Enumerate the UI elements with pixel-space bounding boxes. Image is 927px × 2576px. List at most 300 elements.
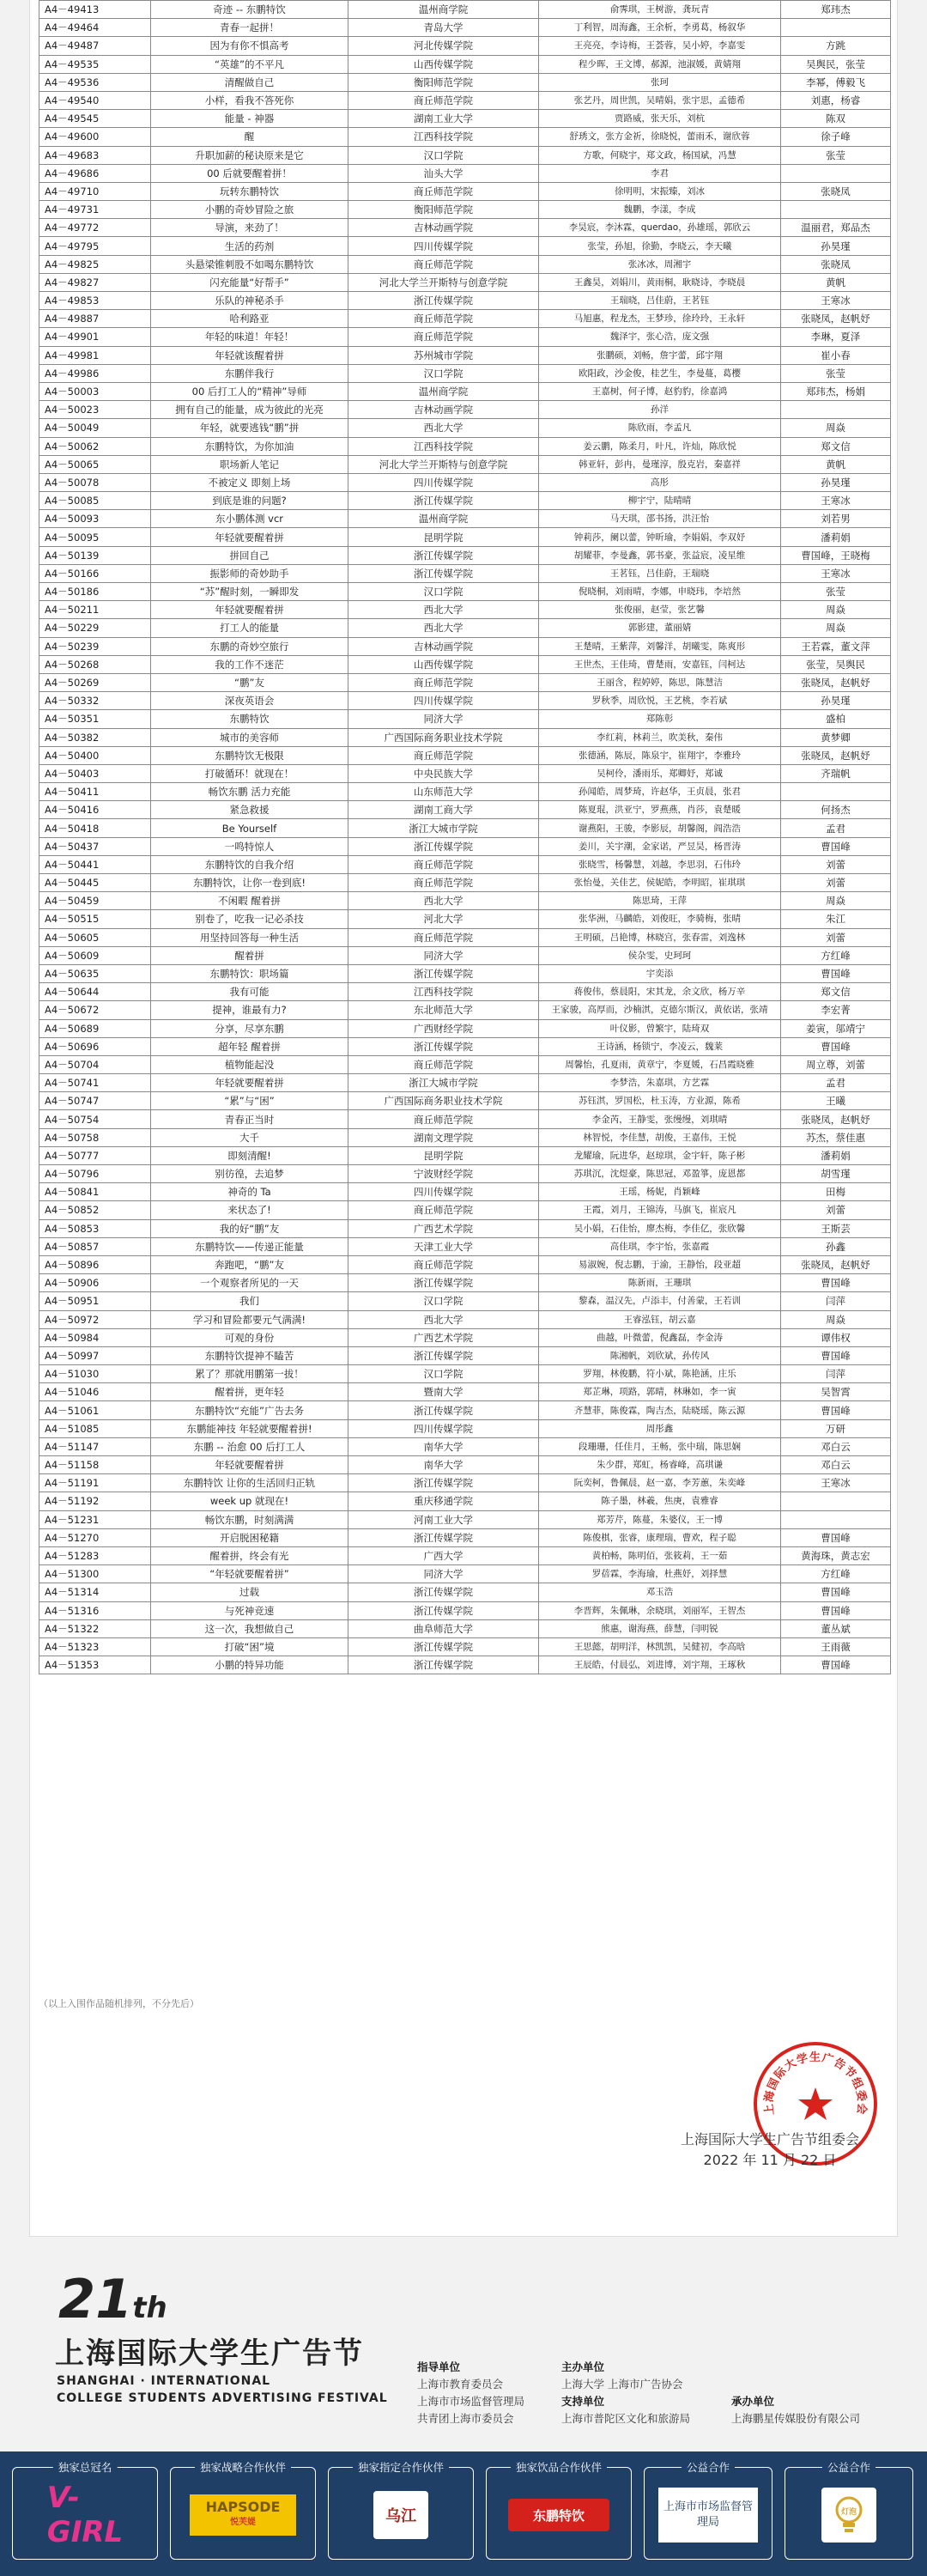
host-unit: 上海大学 上海市广告协会: [561, 2378, 683, 2391]
entry-advisor: 朱江: [781, 910, 891, 928]
table-row: [39, 746, 891, 764]
entry-school: 河南工业大学: [348, 1510, 539, 1528]
entry-advisor: 潘莉娟: [781, 528, 891, 546]
table-row: [39, 437, 891, 455]
table-row: [39, 1365, 891, 1383]
entry-id: A4－51314: [39, 1583, 151, 1601]
entry-title: 年轻就要醒着拼: [151, 1074, 348, 1092]
entry-advisor: 潘莉娟: [781, 1146, 891, 1164]
entry-authors: 熊惠，谢海燕，薛慧，闫明锐: [539, 1619, 781, 1637]
entry-title: 东鹏伴我行: [151, 364, 348, 382]
guide-unit: 共青团上海市委员会: [417, 2412, 514, 2425]
entry-authors: 张艺丹，周世凯，吴晴娟，张宇思，孟德希: [539, 91, 781, 109]
table-row: [39, 964, 891, 982]
entry-authors: 王辰皓，付晨弘，刘进博，刘宇翔，王琢秋: [539, 1656, 781, 1674]
table-row: [39, 1019, 891, 1037]
table-row: [39, 382, 891, 400]
entry-id: A4－50211: [39, 601, 151, 619]
table-row: [39, 619, 891, 637]
entry-advisor: 温丽君，郑品杰: [781, 219, 891, 237]
entry-title: 东鹏的奇妙空旅行: [151, 637, 348, 655]
entry-title: 奔跑吧，“鹏”友: [151, 1255, 348, 1273]
entry-title: 累了？那就用鹏第一拔！: [151, 1365, 348, 1383]
undertake-unit: 上海鹏星传媒股份有限公司: [731, 2412, 861, 2425]
entry-title: week up 就现在!: [151, 1492, 348, 1510]
entry-authors: 姜川，关宇潮，金家诺，严昱昊，杨晋涛: [539, 837, 781, 855]
entry-school: 湖南文理学院: [348, 1128, 539, 1146]
sponsor-strategic: [170, 2461, 316, 2560]
entry-id: A4－50777: [39, 1146, 151, 1164]
entry-authors: 王丽含，程婷婷，陈思，陈慧洁: [539, 673, 781, 691]
entry-authors: 黄柏畅，陈明佰，张筱莉，王一茹: [539, 1546, 781, 1564]
entry-id: A4－49535: [39, 55, 151, 73]
entry-authors: 王楚晴，王紫萍，刘馨洋，胡曦雯，陈爽形: [539, 637, 781, 655]
entry-id: A4－50023: [39, 401, 151, 419]
entry-id: A4－51061: [39, 1401, 151, 1419]
entry-advisor: 曹国峰: [781, 1346, 891, 1364]
entry-authors: 孙闻皓，周梦琦，许赵华，王贞晨，张君: [539, 783, 781, 801]
entry-advisor: 王曦: [781, 1092, 891, 1110]
table-row: [39, 1528, 891, 1546]
entry-title: 我有可能: [151, 983, 348, 1001]
table-row: [39, 601, 891, 619]
entry-school: 同济大学: [348, 710, 539, 728]
entry-advisor: 黄海珠，黄志宏: [781, 1546, 891, 1564]
table-row: [39, 73, 891, 91]
entry-title: 00 后就要醒着拼！: [151, 164, 348, 182]
entry-authors: 孙洋: [539, 401, 781, 419]
entry-school: 温州商学院: [348, 382, 539, 400]
entry-id: A4－49545: [39, 110, 151, 128]
entry-id: A4－49731: [39, 201, 151, 219]
entry-id: A4－49887: [39, 310, 151, 328]
entry-authors: 高佳琪，李宇怡，张嘉霞: [539, 1237, 781, 1255]
table-row: [39, 1601, 891, 1619]
table-row: [39, 110, 891, 128]
entry-title: Be Yourself: [151, 819, 348, 837]
entry-school: 广西国际商务职业技术学院: [348, 728, 539, 746]
table-row: [39, 1219, 891, 1237]
sponsor-label: 公益合作: [682, 2459, 735, 2475]
entry-authors: 胡耀菲，李曼鑫，郭书豪，张益宸，凌星维: [539, 546, 781, 564]
entry-advisor: [781, 1492, 891, 1510]
entry-id: A4－49487: [39, 37, 151, 55]
entry-title: 能量 - 神器: [151, 110, 348, 128]
entry-title: 小鹏的特异功能: [151, 1656, 348, 1674]
table-row: [39, 673, 891, 691]
table-row: [39, 855, 891, 873]
entry-id: A4－49795: [39, 237, 151, 255]
table-row: [39, 546, 891, 564]
entry-title: 年轻的味道！年轻！: [151, 328, 348, 346]
entry-school: 四川传媒学院: [348, 473, 539, 491]
organizer-signature: [681, 2129, 859, 2171]
entry-title: 醒着拼: [151, 946, 348, 964]
entry-title: 年轻，就要逃钱“鹏”拼: [151, 419, 348, 437]
entry-authors: 陈欣雨，李孟凡: [539, 419, 781, 437]
table-row: [39, 346, 891, 364]
entry-authors: 林智悦，李佳慧，胡俊，王嘉伟，王悦: [539, 1128, 781, 1146]
entry-id: A4－50229: [39, 619, 151, 637]
entry-title: 小样，看我不答死你: [151, 91, 348, 109]
entry-school: 湖南工业大学: [348, 110, 539, 128]
entry-advisor: 李宏菁: [781, 1001, 891, 1019]
entry-authors: 张莹，孙旭，徐勤，李晓云，李天曦: [539, 237, 781, 255]
table-row: [39, 910, 891, 928]
entry-id: A4－50841: [39, 1183, 151, 1201]
entry-title: 升职加薪的秘诀原来是它: [151, 146, 348, 164]
entry-school: 苏州城市学院: [348, 346, 539, 364]
entry-id: A4－49536: [39, 73, 151, 91]
entry-id: A4－50065: [39, 455, 151, 473]
entry-authors: 王瑞晓，吕佳蔚，王茗钰: [539, 292, 781, 310]
entry-school: 浙江传媒学院: [348, 546, 539, 564]
entry-authors: 张怡曼，关佳艺，侯妮皓，李明昭，崔琪琪: [539, 874, 781, 892]
entry-school: 广西大学: [348, 1546, 539, 1564]
entry-school: 山东师范大学: [348, 783, 539, 801]
table-row: [39, 928, 891, 946]
entry-title: 来状态了!: [151, 1201, 348, 1219]
entry-id: A4－50186: [39, 583, 151, 601]
entry-id: A4－50857: [39, 1237, 151, 1255]
entry-id: A4－50984: [39, 1328, 151, 1346]
table-row: [39, 874, 891, 892]
entry-school: 衡阳师范学院: [348, 73, 539, 91]
entry-advisor: 周焱: [781, 419, 891, 437]
entry-id: A4－49600: [39, 128, 151, 146]
table-row: [39, 473, 891, 491]
entry-authors: 陈子墨，林羲，焦庚，袁雅睿: [539, 1492, 781, 1510]
entry-school: 温州商学院: [348, 510, 539, 528]
entry-title: 大千: [151, 1128, 348, 1146]
entry-authors: 吴小娟，石佳怡，廖杰梅，李佳亿，张欣馨: [539, 1219, 781, 1237]
entry-advisor: 刘蕾: [781, 1201, 891, 1219]
seal-star-icon: [798, 2087, 833, 2120]
entry-title: 东鹏特饮无极限: [151, 746, 348, 764]
entry-school: 同济大学: [348, 946, 539, 964]
entry-school: 曲阜师范大学: [348, 1619, 539, 1637]
entry-title: 生活的药剂: [151, 237, 348, 255]
entry-school: 青岛大学: [348, 19, 539, 37]
entry-advisor: 齐瑞帆: [781, 764, 891, 782]
entry-school: 商丘师范学院: [348, 91, 539, 109]
entry-school: 吉林动画学院: [348, 219, 539, 237]
entry-id: A4－50269: [39, 673, 151, 691]
entry-id: A4－50441: [39, 855, 151, 873]
entry-id: A4－51191: [39, 1474, 151, 1492]
entry-id: A4－49772: [39, 219, 151, 237]
entry-advisor: 黄梦卿: [781, 728, 891, 746]
entry-authors: 王世杰，王佳琦，曹楚雨，安嘉钰，闫柯达: [539, 655, 781, 673]
entry-authors: 张珂: [539, 73, 781, 91]
table-row: [39, 310, 891, 328]
table-row: [39, 1456, 891, 1474]
entry-id: A4－50166: [39, 564, 151, 582]
entry-authors: 罗蓓霖，李海瑜，杜燕妤，刘择慧: [539, 1565, 781, 1583]
sponsor-bar: [0, 2451, 927, 2576]
entry-advisor: 张莹: [781, 583, 891, 601]
festival-name-en-line1: SHANGHAI · INTERNATIONAL: [57, 2374, 271, 2388]
table-row: [39, 1474, 891, 1492]
entry-title: 我们: [151, 1292, 348, 1310]
entry-school: 河北传媒学院: [348, 37, 539, 55]
table-row: [39, 1146, 891, 1164]
entry-title: 东鹏特饮“充能”广告去务: [151, 1401, 348, 1419]
table-row: [39, 1183, 891, 1201]
entry-advisor: 曹国峰: [781, 964, 891, 982]
table-row: [39, 564, 891, 582]
entry-id: A4－50445: [39, 874, 151, 892]
finalist-table-body: [39, 1, 891, 1674]
entry-advisor: 董丛斌: [781, 1619, 891, 1637]
entry-id: A4－50704: [39, 1055, 151, 1073]
entry-authors: 魏鹏，李漾，李成: [539, 201, 781, 219]
entry-title: 乐队的神秘杀手: [151, 292, 348, 310]
entry-title: 我的工作不迷茫: [151, 655, 348, 673]
table-row: [39, 692, 891, 710]
entry-id: A4－49683: [39, 146, 151, 164]
entry-authors: 张鹏硕，刘畅，詹宇蕾，邱宇翔: [539, 346, 781, 364]
entry-title: 不被定义 即刻上场: [151, 473, 348, 491]
entry-title: 紧急救援: [151, 801, 348, 819]
entry-advisor: 曹国峰: [781, 1601, 891, 1619]
table-row: [39, 328, 891, 346]
entry-school: 浙江传媒学院: [348, 964, 539, 982]
entry-title: 东鹏特饮，让你一卷到底!: [151, 874, 348, 892]
entry-school: 浙江传媒学院: [348, 1637, 539, 1656]
entry-title: “苏”醒时刻，一瞬即发: [151, 583, 348, 601]
table-row: [39, 801, 891, 819]
entry-advisor: 郑文信: [781, 983, 891, 1001]
entry-school: 吉林动画学院: [348, 401, 539, 419]
entry-school: 商丘师范学院: [348, 855, 539, 873]
entry-authors: 郭影建，董丽婧: [539, 619, 781, 637]
entry-id: A4－50689: [39, 1019, 151, 1037]
entry-authors: 高彤: [539, 473, 781, 491]
entry-authors: 侯杂雯，史珂珂: [539, 946, 781, 964]
table-row: [39, 1092, 891, 1110]
entry-title: 东鹏特饮：职场篇: [151, 964, 348, 982]
entry-advisor: 曹国峰: [781, 1037, 891, 1055]
entry-authors: 徐明明，宋振臻，刘冰: [539, 182, 781, 200]
table-row: [39, 419, 891, 437]
lightbulb-icon: [832, 2494, 866, 2536]
table-row: [39, 1401, 891, 1419]
table-row: [39, 1383, 891, 1401]
entry-authors: 马旭惠，程龙杰，王梦珍，徐玲玲，王永轩: [539, 310, 781, 328]
entry-school: 温州商学院: [348, 1, 539, 19]
entry-id: A4－50972: [39, 1310, 151, 1328]
entry-authors: 曲越，叶微蕾，倪鑫磊，李金涛: [539, 1328, 781, 1346]
entry-advisor: 王寒冰: [781, 564, 891, 582]
entry-school: 南华大学: [348, 1437, 539, 1455]
entry-authors: 张德涵，陈辰，陈泉宇，崔翔宇，李雅玲: [539, 746, 781, 764]
entry-advisor: 孟君: [781, 819, 891, 837]
organizer-name: 上海国际大学生广告节组委会: [680, 2131, 859, 2148]
entry-advisor: 周焱: [781, 601, 891, 619]
guide-unit: 上海市市场监督管理局: [417, 2395, 525, 2408]
entry-id: A4－51231: [39, 1510, 151, 1528]
entry-id: A4－49986: [39, 364, 151, 382]
entry-advisor: 方红峰: [781, 1565, 891, 1583]
entry-title: 年轻就要醒着拼: [151, 601, 348, 619]
entry-id: A4－51158: [39, 1456, 151, 1474]
entry-id: A4－51283: [39, 1546, 151, 1564]
entry-advisor: 邓白云: [781, 1456, 891, 1474]
table-row: [39, 1237, 891, 1255]
entry-advisor: 王寒冰: [781, 292, 891, 310]
entry-advisor: 刘惠，杨睿: [781, 91, 891, 109]
table-row: [39, 983, 891, 1001]
table-row: [39, 37, 891, 55]
entry-id: A4－49853: [39, 292, 151, 310]
entry-advisor: 曹国峰: [781, 1656, 891, 1674]
entry-authors: 郑芷琳，项路，郭晴，林琳如，李一寅: [539, 1383, 781, 1401]
entry-school: 西北大学: [348, 601, 539, 619]
entry-advisor: 张莹，吴舆民: [781, 655, 891, 673]
table-row: [39, 182, 891, 200]
entry-authors: 龙耀瑜，阮进华，赵琼琪，金宇轩，陈子彬: [539, 1146, 781, 1164]
entry-title: “鹏”友: [151, 673, 348, 691]
table-row: [39, 1328, 891, 1346]
entry-title: 东鹏特饮提神不瞌苦: [151, 1346, 348, 1364]
entry-title: 清醒做自己: [151, 73, 348, 91]
entry-advisor: 刘若男: [781, 510, 891, 528]
entry-title: 不闲暇 醒着拼: [151, 892, 348, 910]
host-units: [561, 2359, 690, 2427]
entry-id: A4－49825: [39, 255, 151, 273]
entry-advisor: 黄帆: [781, 455, 891, 473]
table-row: [39, 1274, 891, 1292]
entry-authors: 罗秋季，周欣悦，王艺桃，李若斌: [539, 692, 781, 710]
entry-advisor: 刘蕾: [781, 855, 891, 873]
entry-title: 一鸣特惊人: [151, 837, 348, 855]
table-row: [39, 1619, 891, 1637]
table-row: [39, 1583, 891, 1601]
entry-title: 我的好“鹏”友: [151, 1219, 348, 1237]
entry-title: 年轻就要醒着拼: [151, 528, 348, 546]
entry-advisor: 曹国峰: [781, 1401, 891, 1419]
entry-id: A4－50411: [39, 783, 151, 801]
entry-authors: 贾路威，张天乐，刘杭: [539, 110, 781, 128]
entry-title: 打工人的能量: [151, 619, 348, 637]
entry-school: 浙江传媒学院: [348, 1274, 539, 1292]
entry-school: 商丘师范学院: [348, 1110, 539, 1128]
entry-id: A4－51322: [39, 1619, 151, 1637]
entry-school: 中央民族大学: [348, 764, 539, 782]
host-title: 主办单位: [561, 2360, 605, 2373]
entry-title: 植物能起没: [151, 1055, 348, 1073]
entry-school: 东北师范大学: [348, 1001, 539, 1019]
entry-advisor: 徐子峰: [781, 128, 891, 146]
entry-school: 汉口学院: [348, 146, 539, 164]
entry-title: 醒着拼，终会有光: [151, 1546, 348, 1564]
entry-title: “英雄”的不平凡: [151, 55, 348, 73]
entry-authors: 张华洲，马麟皓，刘俊旺，李骑梅，张晴: [539, 910, 781, 928]
entry-id: A4－50437: [39, 837, 151, 855]
entry-advisor: 邓白云: [781, 1437, 891, 1455]
entry-authors: 蒋俊伟，蔡晨阳，宋其龙，余文欣，杨万辛: [539, 983, 781, 1001]
entry-id: A4－51030: [39, 1365, 151, 1383]
entry-school: 商丘师范学院: [348, 310, 539, 328]
entry-id: A4－50003: [39, 382, 151, 400]
entry-id: A4－50696: [39, 1037, 151, 1055]
table-row: [39, 510, 891, 528]
entry-school: 吉林动画学院: [348, 637, 539, 655]
entry-authors: 黎森，温汉先，卢添丰，付善蒙，王若训: [539, 1292, 781, 1310]
entry-id: A4－50515: [39, 910, 151, 928]
entry-authors: 王瑶，杨妮，肖颖峰: [539, 1183, 781, 1201]
entry-school: 四川传媒学院: [348, 692, 539, 710]
table-row: [39, 1128, 891, 1146]
table-row: [39, 1001, 891, 1019]
entry-school: 河北大学: [348, 910, 539, 928]
entry-advisor: 张晓凤: [781, 182, 891, 200]
entry-authors: 王霞，刘月，王锦涛，马旗飞，崔宸凡: [539, 1201, 781, 1219]
entry-id: A4－50049: [39, 419, 151, 437]
entry-school: 浙江传媒学院: [348, 492, 539, 510]
entry-advisor: 孙昊瑾: [781, 473, 891, 491]
entry-advisor: 刘蕾: [781, 874, 891, 892]
entry-school: 天津工业大学: [348, 1237, 539, 1255]
table-row: [39, 1201, 891, 1219]
entry-id: A4－51300: [39, 1565, 151, 1583]
entry-authors: 李昊宸，李沐霖，querdao，孙雄瑶，郭欣云: [539, 219, 781, 237]
table-row: [39, 892, 891, 910]
entry-id: A4－50605: [39, 928, 151, 946]
entry-authors: 王思懿，胡明洋，林凯凯，吴健初，李高晗: [539, 1637, 781, 1656]
entry-school: 浙江传媒学院: [348, 1474, 539, 1492]
table-row: [39, 492, 891, 510]
table-row: [39, 91, 891, 109]
entry-title: 东鹏特饮: [151, 710, 348, 728]
entry-authors: 陈新雨，王珊琪: [539, 1274, 781, 1292]
entry-id: A4－50853: [39, 1219, 151, 1237]
entry-id: A4－50796: [39, 1165, 151, 1183]
entry-authors: 齐慧菲，陈俊霖，陶吉杰，陆晓瑶，陈云源: [539, 1401, 781, 1419]
entry-id: A4－51270: [39, 1528, 151, 1546]
entry-advisor: 张晓凤，赵帆妤: [781, 673, 891, 691]
entry-advisor: 方跳: [781, 37, 891, 55]
table-row: [39, 128, 891, 146]
entry-title: 城市的美容师: [151, 728, 348, 746]
entry-authors: 程少晖，王文博，郝源，池淑媛，黄婧翔: [539, 55, 781, 73]
entry-school: 广西国际商务职业技术学院: [348, 1092, 539, 1110]
entry-id: A4－50351: [39, 710, 151, 728]
table-row: [39, 364, 891, 382]
entry-authors: 宇奕添: [539, 964, 781, 982]
entry-title: 与死神竞速: [151, 1601, 348, 1619]
sponsor-beverage: [486, 2461, 632, 2560]
entry-id: A4－50062: [39, 437, 151, 455]
sponsor-public-2: [785, 2461, 913, 2560]
entry-title: 打破循环！就现在！: [151, 764, 348, 782]
table-row: [39, 1055, 891, 1073]
entry-advisor: 王斯芸: [781, 1219, 891, 1237]
table-row: [39, 401, 891, 419]
vgirl-logo: V-GIRL: [46, 2481, 124, 2550]
entry-title: 青春正当时: [151, 1110, 348, 1128]
seal-text: 上海国际大学生广告节组委会: [762, 2050, 869, 2116]
entry-authors: 郑芳芹，陈蔓，朱婆仪，王一博: [539, 1510, 781, 1528]
lightbulb-logo-text: 灯泡: [840, 2508, 857, 2518]
entry-school: 浙江传媒学院: [348, 837, 539, 855]
entry-advisor: 王雨薇: [781, 1637, 891, 1656]
entry-advisor: 郑文信: [781, 437, 891, 455]
support-unit: 上海市普陀区文化和旅游局: [561, 2412, 691, 2425]
entry-title: 东小鹏体测 vcr: [151, 510, 348, 528]
sponsor-title: [12, 2461, 158, 2560]
